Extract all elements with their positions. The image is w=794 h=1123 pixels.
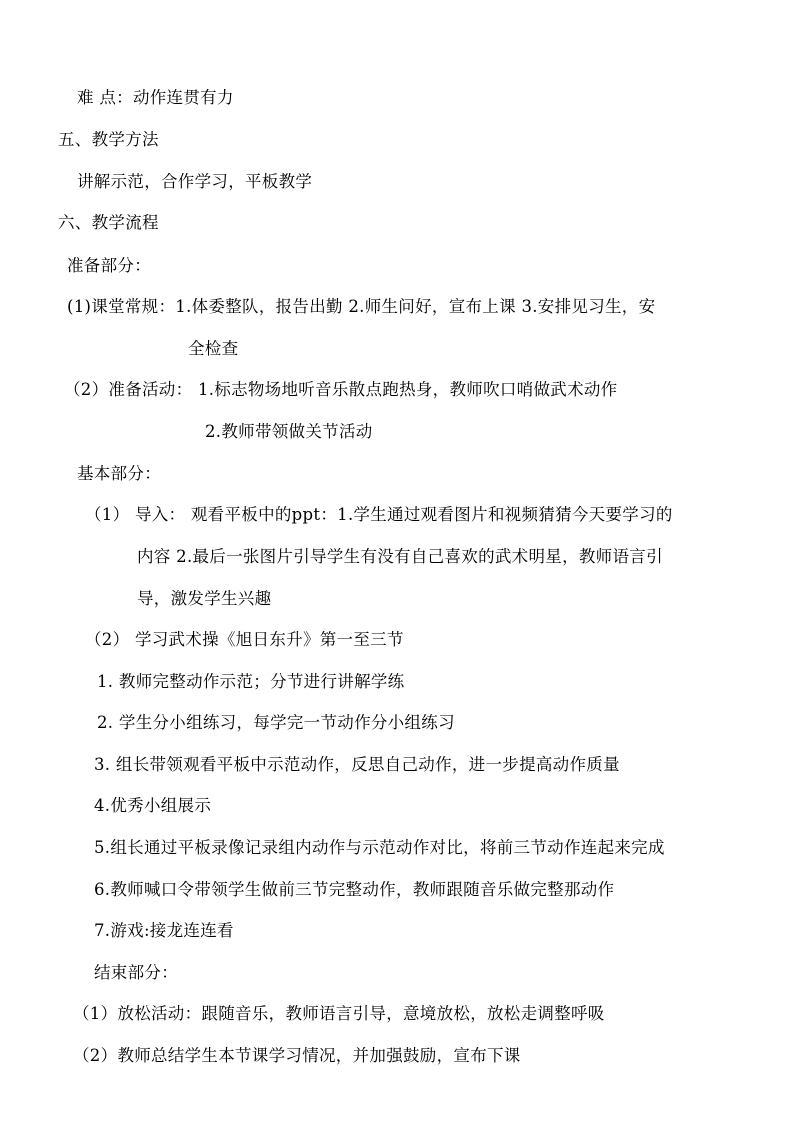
prep-heading: 准备部分： [67,256,151,275]
basic-heading: 基本部分： [77,464,161,483]
section-5-heading: 五、教学方法 [58,130,159,149]
step-3: 3. 组长带领观看平板中示范动作，反思自己动作，进一步提高动作质量 [94,755,620,774]
section-6-heading: 六、教学流程 [58,213,159,232]
learn-heading: （2） 学习武术操《旭日东升》第一至三节 [85,630,404,649]
prep-item-2-line-1: （2）准备活动： 1.标志物场地听音乐散点跑热身，教师吹口哨做武术动作 [64,380,618,399]
difficulty-line: 难 点：动作连贯有力 [77,88,234,107]
step-2: 2. 学生分小组练习，每学完一节动作分小组练习 [97,713,455,732]
step-4: 4.优秀小组展示 [94,796,212,815]
intro-line-3: 导，激发学生兴趣 [137,589,272,608]
end-heading: 结束部分： [94,963,178,982]
step-6: 6.教师喊口令带领学生做前三节完整动作，教师跟随音乐做完整那动作 [94,880,615,899]
end-item-1: （1）放松活动：跟随音乐，教师语言引导，意境放松，放松走调整呼吸 [73,1004,605,1023]
prep-item-1-line-1: (1)课堂常规：1.体委整队，报告出勤 2.师生问好，宣布上课 3.安排见习生，安 [67,297,656,316]
step-1: 1. 教师完整动作示范；分节进行讲解学练 [97,672,405,691]
intro-line-2: 内容 2.最后一张图片引导学生有没有自己喜欢的武术明星，教师语言引 [137,547,663,566]
intro-line-1: （1） 导入： 观看平板中的ppt：1.学生通过观看图片和视频猜猜今天要学习的 [85,505,673,524]
step-5: 5.组长通过平板录像记录组内动作与示范动作对比，将前三节动作连起来完成 [94,838,665,857]
step-7: 7.游戏:接龙连连看 [94,921,234,940]
prep-item-2-line-2: 2.教师带领做关节活动 [205,422,373,441]
prep-item-1-line-2: 全检查 [188,339,239,358]
end-item-2: （2）教师总结学生本节课学习情况，并加强鼓励，宣布下课 [73,1046,521,1065]
teaching-methods: 讲解示范，合作学习，平板教学 [77,172,313,191]
